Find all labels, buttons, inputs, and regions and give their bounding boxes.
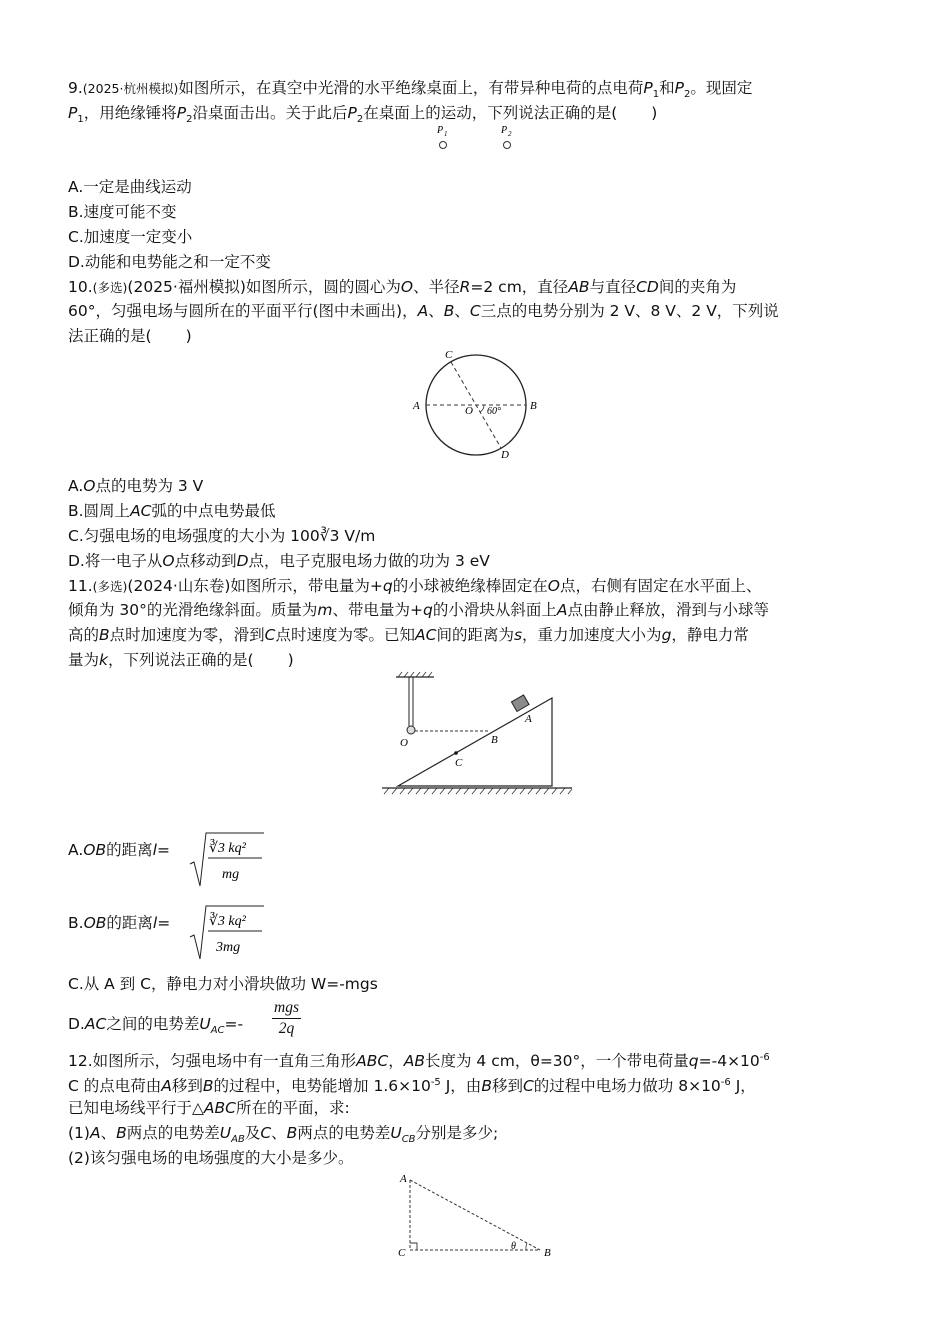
q11-option-a-numerator: ∛3 kq² — [209, 841, 246, 856]
q12-sub1: (1)A、B两点的电势差$U_{AB}$及C、B两点的电势差$U_{CB}$分别是多少; — [68, 1124, 499, 1146]
q11-option-a-denominator: mg — [222, 867, 240, 882]
q11-label-b: B — [491, 734, 498, 746]
q12-label-a: A — [400, 1173, 407, 1185]
q12-right-angle-mark — [410, 1243, 417, 1250]
q11-ceiling-hatch — [398, 672, 432, 677]
q10-label-o: O — [465, 405, 473, 417]
q11-option-a-formula — [188, 830, 268, 888]
q11-label-o: O — [400, 737, 408, 749]
q10-option-c: C.匀强电场的电场强度的大小为 100∛3 V/m — [68, 527, 376, 545]
q9-figure — [425, 122, 535, 154]
q10-line2: 60°，匀强电场与圆所在的平面平行(图中未画出)，A、B、C三点的电势分别为 2 V、8 V、2 V，下列说 — [68, 302, 779, 320]
q11-option-b-formula — [188, 903, 268, 961]
q12-label-c: C — [398, 1247, 406, 1259]
q10-label-a: A — [413, 400, 420, 412]
q9-option-c: C.加速度一定变小 — [68, 228, 193, 246]
q9-fig-p1-sub: 1 — [444, 130, 448, 138]
q10-option-b: B.圆周上AC弧的中点电势最低 — [68, 502, 276, 520]
q11-ball — [407, 726, 415, 734]
q11-incline-figure — [380, 670, 580, 800]
q10-line3: 法正确的是( ) — [68, 327, 192, 345]
q11-option-a: A.OB的距离l= ∛3 kq² mg — [68, 830, 888, 890]
q11-label-c: C — [455, 757, 463, 769]
q9-charge-p2 — [504, 142, 511, 149]
q10-diameter-cd — [451, 362, 501, 448]
q12-theta-arc — [526, 1243, 527, 1250]
q11-block — [511, 695, 529, 712]
q12-line3: 已知电场线平行于△ABC所在的平面，求: — [68, 1099, 350, 1117]
q11-option-d-fraction: mgs 2q — [274, 999, 299, 1037]
q12-line2: C 的点电荷由A移到B的过程中，电势能增加 $1.6\times 10^{-5}$ J，由B移到C的过程中电场力做功 $8\times 10^{-6}$ J， — [68, 1077, 756, 1096]
q11-option-c: C.从 A 到 C，静电力对小滑块做功 W=-mgs — [68, 975, 378, 993]
q9-fig-p1-label: P — [437, 125, 444, 136]
q9-fig-p2-sub: 2 — [508, 130, 512, 138]
q10-angle-arc — [480, 405, 484, 412]
q11-line2: 倾角为 30°的光滑绝缘斜面。质量为m、带电量为+q的小滑块从斜面上A点由静止释放，滑到与小球等 — [68, 601, 769, 619]
q10-label-c: C — [445, 349, 453, 361]
q9-option-b: B.速度可能不变 — [68, 203, 177, 221]
q9-option-d: D.动能和电势能之和一定不变 — [68, 253, 271, 271]
q9-fig-p2-label: P — [501, 125, 508, 136]
q10-label-d: D — [501, 449, 509, 461]
q12-line1: 12.如图所示，匀强电场中有一直角三角形ABC，AB长度为 4 cm，θ=30°，一个带电荷量$q=-4\times 10^{-6}$ — [68, 1052, 770, 1071]
q11-option-d: D.AC之间的电势差$U_{AC}=-$ mgs 2q — [68, 999, 299, 1037]
q11-label-a: A — [525, 713, 532, 725]
q11-line1: 11.(多选)(2024·山东卷)如图所示，带电量为+q的小球被绝缘棒固定在O点，右侧有固定在水平面上、 — [68, 577, 762, 595]
q11-line4: 量为k，下列说法正确的是( ) — [68, 651, 294, 669]
q10-label-b: B — [530, 400, 537, 412]
q9-option-a: A.一定是曲线运动 — [68, 178, 192, 196]
q9-line1: 9.(2025·杭州模拟)如图所示，在真空中光滑的水平绝缘桌面上，有带异种电荷的点电荷$P_1$和$P_2$。现固定 — [68, 79, 753, 101]
q11-option-b: B.OB的距离l= ∛3 kq² 3mg — [68, 903, 888, 963]
q11-option-b-denominator: 3mg — [216, 940, 241, 955]
q12-side-ab — [410, 1180, 540, 1250]
q11-line3: 高的B点时加速度为零，滑到C点时速度为零。已知AC间的距离为s，重力加速度大小为g，静电力常 — [68, 626, 749, 644]
q10-option-d: D.将一电子从O点移动到D点，电子克服电场力做的功为 3 eV — [68, 552, 490, 570]
q10-label-angle: 60° — [487, 406, 501, 417]
q12-triangle-figure — [392, 1170, 562, 1262]
q12-label-theta: θ — [511, 1241, 516, 1252]
q10-option-a: A.O点的电势为 3 V — [68, 477, 204, 495]
q11-point-c — [454, 751, 458, 755]
q11-incline — [398, 698, 552, 786]
q9-line2: $P_1$，用绝缘锤将$P_2$沿桌面击出。关于此后$P_2$在桌面上的运动，下列说法正确的是( ) — [68, 104, 658, 126]
q10-circle-figure — [405, 345, 555, 465]
q10-line1: 10.(多选)(2025·福州模拟)如图所示，圆的圆心为O、半径R=2 cm，直径AB与直径CD间的夹角为 — [68, 278, 737, 296]
q11-ground-hatch — [384, 788, 572, 794]
q12-label-b: B — [544, 1247, 551, 1259]
q12-sub2: (2)该匀强电场的电场强度的大小是多少。 — [68, 1149, 354, 1167]
q11-option-b-numerator: ∛3 kq² — [209, 914, 246, 929]
q9-charge-p1 — [440, 142, 447, 149]
